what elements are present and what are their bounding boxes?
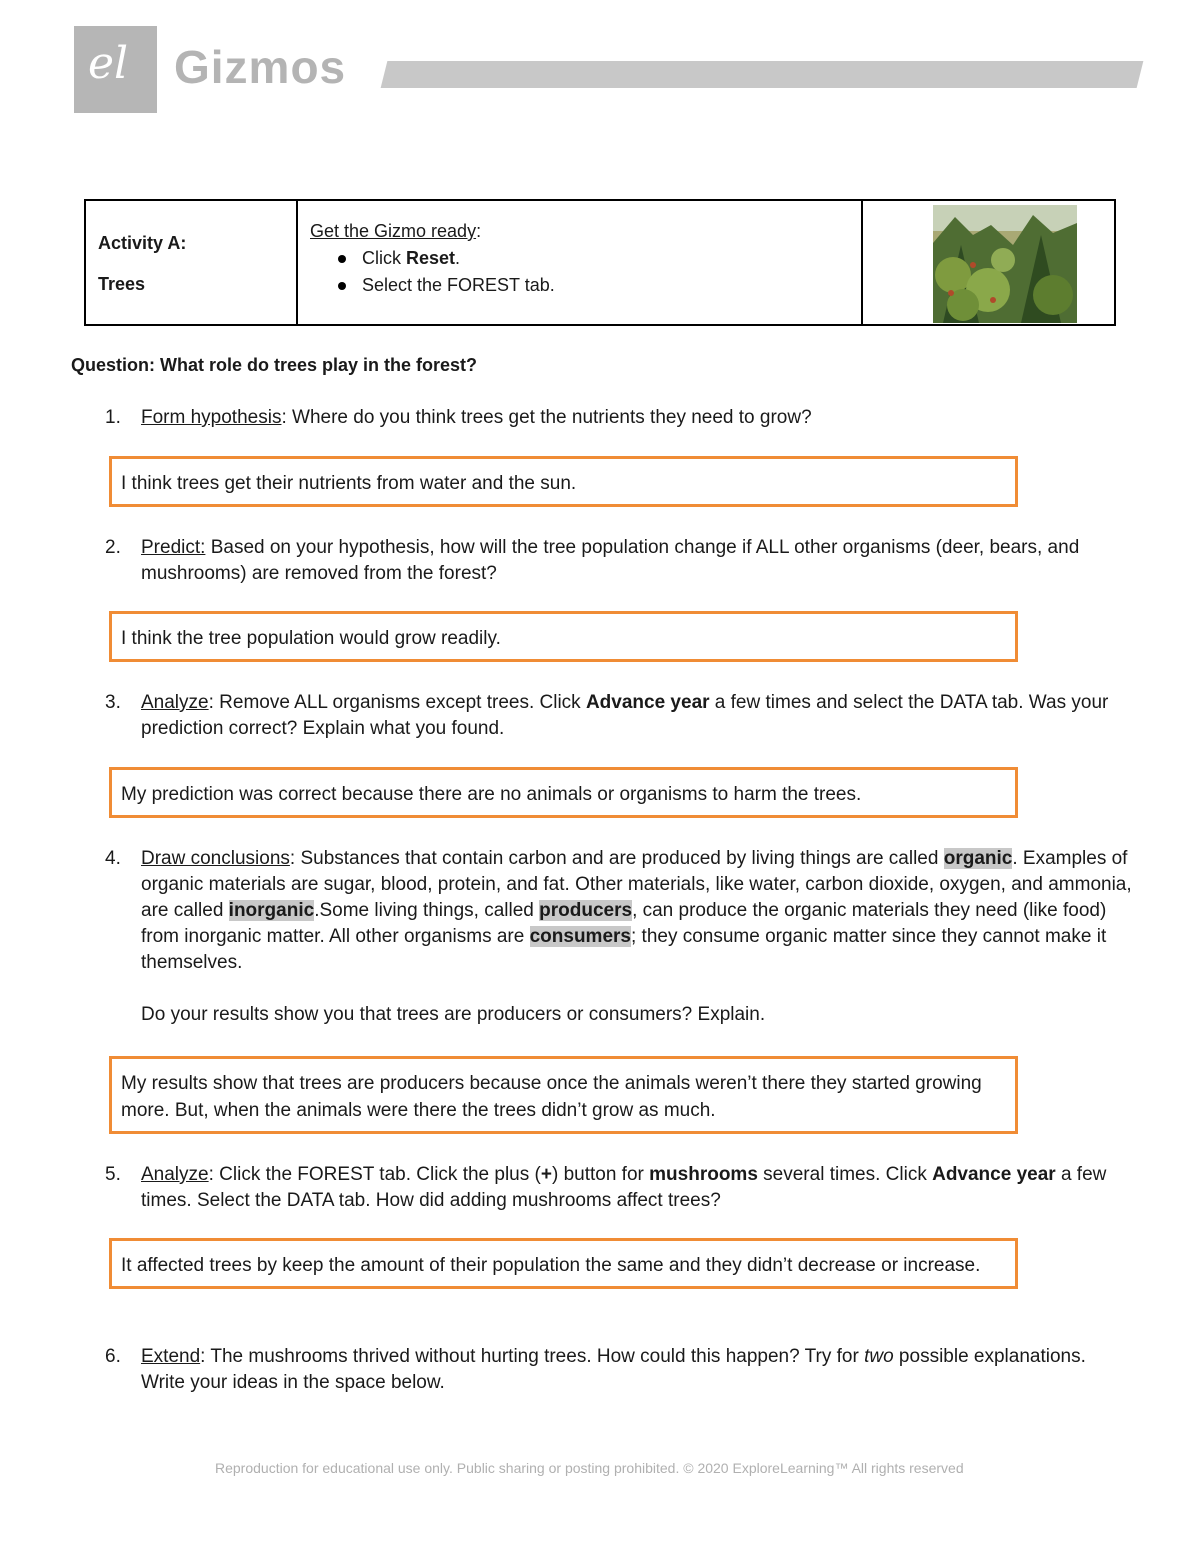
answer-box-5[interactable]: It affected trees by keep the amount of their population the same and they didn’t decrease or increase. bbox=[109, 1238, 1018, 1289]
bullet-item: Click Reset. bbox=[338, 248, 861, 269]
footer: Reproduction for educational use only. Public sharing or posting prohibited. © 2020 ExploreLearning™ All rights reserved bbox=[215, 1460, 964, 1476]
term-inorganic: inorganic bbox=[228, 900, 315, 921]
logo-mark: el bbox=[88, 38, 129, 89]
question-item-6: 6. Extend: The mushrooms thrived without hurting trees. How could this happen? Try for two possible explanations. Write your ideas in the space below. bbox=[105, 1346, 1086, 1393]
activity-subtitle: Trees bbox=[98, 274, 146, 294]
term-consumers: consumers bbox=[529, 926, 631, 947]
ready-heading: Get the Gizmo ready: bbox=[310, 221, 482, 241]
question-item-5: 5. Analyze: Click the FOREST tab. Click the plus (+) button for mushrooms several times. Click Advance year a few times. Select the DATA tab. How did adding mushrooms affect trees? bbox=[105, 1164, 1107, 1211]
answer-box-4[interactable]: My results show that trees are producers because once the animals weren’t there they started growing more. But, when the animals were there the trees didn’t grow as much. bbox=[109, 1056, 1018, 1134]
forest-image bbox=[933, 205, 1077, 323]
main-question: Question: What role do trees play in the forest? bbox=[71, 355, 478, 375]
activity-title-cell bbox=[85, 200, 297, 325]
question-item-3: 3. Analyze: Remove ALL organisms except trees. Click Advance year a few times and select the DATA tab. Was your prediction correct? Explain what you found. bbox=[105, 692, 1109, 739]
header-bar bbox=[381, 61, 1144, 88]
activity-title: Activity A: bbox=[98, 233, 187, 253]
instructions-cell bbox=[297, 200, 862, 325]
bullet-item: Select the FOREST tab. bbox=[338, 275, 861, 296]
answer-box-2[interactable]: I think the tree population would grow readily. bbox=[109, 611, 1018, 662]
question-item-1: 1. Form hypothesis: Where do you think trees get the nutrients they need to grow? bbox=[105, 407, 812, 428]
header bbox=[74, 26, 1144, 116]
term-organic: organic bbox=[943, 848, 1013, 869]
logo bbox=[74, 26, 157, 113]
answer-box-1[interactable]: I think trees get their nutrients from water and the sun. bbox=[109, 456, 1018, 507]
question-item-2: 2. Predict: Based on your hypothesis, how will the tree population change if ALL other organisms (deer, bears, and mushrooms) are removed from the forest? bbox=[105, 537, 1080, 584]
brand-name: Gizmos bbox=[174, 41, 347, 93]
followup-question: Do your results show you that trees are producers or consumers? Explain. bbox=[141, 1004, 766, 1025]
answer-box-3[interactable]: My prediction was correct because there are no animals or organisms to harm the trees. bbox=[109, 767, 1018, 818]
question-item-4: 4. Draw conclusions: Substances that contain carbon and are produced by living things are called organic. Examples of organic materials are sugar, blood, protein, and fat. Other materials, like water, carbon dioxide, oxygen, and ammonia, are called inorganic.Some living things, called producers, can produce the organic materials they need (like food) from inorganic matter. All other organisms are consumers; they consume organic matter since they cannot make it themselves. Do your results show you that trees are producers or consumers? Explain. bbox=[105, 846, 1135, 1028]
term-producers: producers bbox=[539, 900, 633, 921]
